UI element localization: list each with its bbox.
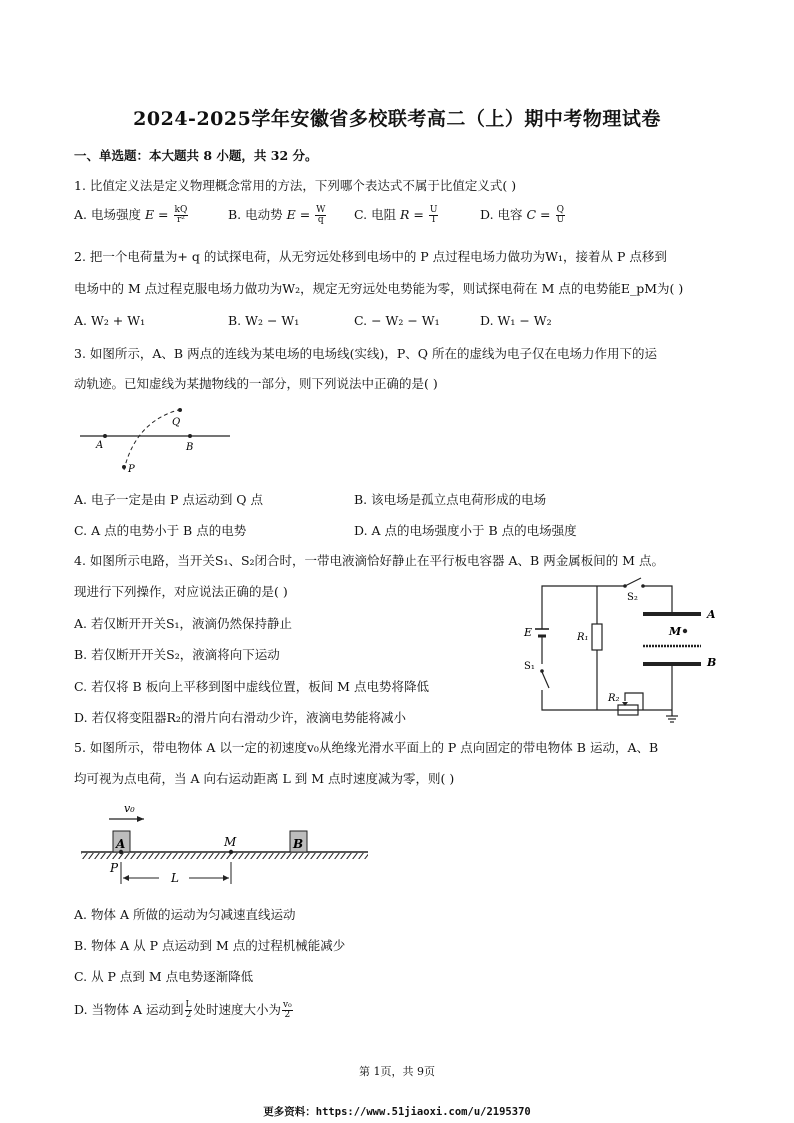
q4-circuit-figure (515, 574, 720, 726)
question-4-line-2: 现进行下列操作，对应说法正确的是( ) (74, 584, 288, 599)
label-plate-b: B (707, 656, 717, 669)
q5-option-a: A. 物体 A 所做的运动为匀减速直线运动 (74, 907, 296, 922)
label-r2: R₂ (608, 693, 620, 704)
q1-option-b: B. 电动势 E = $\frac{W}{q}$ (228, 205, 326, 225)
q3-option-a: A. 电子一定是由 P 点运动到 Q 点 (74, 492, 264, 507)
switch-s1-contact (540, 669, 544, 673)
point-q (178, 408, 182, 412)
q5-option-b: B. 物体 A 从 P 点运动到 M 点的过程机械能减少 (74, 938, 346, 953)
label-p: P (128, 464, 135, 475)
label-m: M (669, 625, 682, 638)
q4-option-d: D. 若仅将变阻器R₂的滑片向右滑动少许，液滴电势能将减小 (74, 710, 406, 725)
q5-option-c: C. 从 P 点到 M 点电势逐渐降低 (74, 969, 254, 984)
question-5-line-1: 5. 如图所示，带电物体 A 以一定的初速度v₀从绝缘光滑水平面上的 P 点向固定的带电物体 B 运动，A、B (74, 740, 659, 755)
label-b: B (186, 442, 194, 453)
label-v0: v₀ (124, 802, 135, 815)
label-l: L (171, 871, 179, 885)
label-e: E (524, 626, 533, 639)
switch-s2-contact-right (641, 584, 645, 588)
q2-option-a: A. W₂ + W₁ (74, 313, 146, 328)
q3-option-b: B. 该电场是孤立点电荷形成的电场 (354, 492, 547, 507)
dim-arrow-right (223, 875, 229, 881)
r2-slider-wire (625, 693, 643, 710)
wire-top-right (644, 586, 672, 614)
page-title: 2024-2025学年安徽省多校联考高二（上）期中考物理试卷 (133, 108, 661, 130)
label-a: A (96, 440, 104, 451)
label-m: M (224, 835, 237, 849)
q4-option-a: A. 若仅断开开关S₁，液滴仍然保持静止 (74, 616, 293, 631)
dim-arrow-left (123, 875, 129, 881)
q2-option-b: B. W₂ − W₁ (228, 313, 300, 328)
label-s2: S₂ (627, 592, 638, 603)
question-4-line-1: 4. 如图所示电路，当开关S₁、S₂闭合时，一带电液滴恰好静止在平行板电容器 A、B 两金属板间的 M 点。 (74, 553, 664, 568)
question-2-line-1: 2. 把一个电荷量为+ q 的试探电荷，从无穷远处移到电场中的 P 点过程电场力做功为W₁，接着从 P 点移到 (74, 249, 667, 264)
switch-s2-contact-left (623, 584, 627, 588)
plate-a (643, 612, 701, 616)
question-3-line-1: 3. 如图所示，A、B 两点的连线为某电场的电场线(实线)，P、Q 所在的虚线为电子仅在电场力作用下的运 (74, 346, 657, 361)
label-r1: R₁ (577, 632, 589, 643)
q2-option-d: D. W₁ − W₂ (480, 313, 552, 328)
q3-option-c: C. A 点的电势小于 B 点的电势 (74, 523, 247, 538)
plate-b (643, 662, 701, 666)
ground-hatching (81, 853, 368, 859)
q4-option-b: B. 若仅断开开关S₂，液滴将向下运动 (74, 647, 280, 662)
switch-s2-blade (625, 578, 641, 586)
wire-top-left (542, 586, 625, 629)
question-3-line-2: 动轨迹。已知虚线为某抛物线的一部分，则下列说法中正确的是( ) (74, 376, 438, 391)
label-b: B (293, 837, 304, 851)
question-2-line-2: 电场中的 M 点过程克服电场力做功为W₂，规定无穷远处电势能为零，则试探电荷在 M 点的电势能E_pM为( ) (74, 281, 684, 296)
switch-s1-blade (542, 672, 549, 688)
label-q: Q (172, 417, 181, 428)
point-b (188, 434, 192, 438)
point-m (229, 850, 233, 854)
question-1-stem: 1. 比值定义法是定义物理概念常用的方法，下列哪个表达式不属于比值定义式( ) (74, 178, 517, 193)
q1-option-c: C. 电阻 R = $\frac{U}{I}$ (354, 205, 438, 225)
q5-motion-figure (76, 796, 372, 888)
more-resources-link[interactable]: 更多资料：https://www.51jiaoxi.com/u/2195370 (263, 1106, 531, 1118)
question-5-line-2: 均可视为点电荷，当 A 向右运动距离 L 到 M 点时速度减为零，则( ) (74, 771, 455, 786)
q1-option-d: D. 电容 C = $\frac{Q}{U}$ (480, 205, 565, 225)
q5-option-d: D. 当物体 A 运动到 $\frac{L}{2}$ 处时速度大小为 $\frac{\text{v₀}}{2}$ (74, 1000, 292, 1020)
point-p (122, 465, 126, 469)
label-s1: S₁ (524, 661, 535, 672)
wire-bottom (542, 690, 672, 710)
q3-field-line-figure (74, 400, 244, 478)
label-plate-a: A (707, 608, 716, 621)
page-footer: 第 1页，共 9页 (359, 1065, 435, 1078)
q3-option-d: D. A 点的电场强度小于 B 点的电场强度 (354, 523, 577, 538)
resistor-r1 (592, 624, 602, 650)
q2-option-c: C. − W₂ − W₁ (354, 313, 440, 328)
section-heading: 一、单选题：本大题共 8 小题，共 32 分。 (74, 148, 318, 163)
label-p: P (110, 861, 119, 875)
label-a: A (116, 837, 126, 851)
velocity-arrowhead (137, 816, 144, 822)
q4-option-c: C. 若仅将 B 板向上平移到图中虚线位置，板间 M 点电势将降低 (74, 679, 429, 694)
droplet-m (683, 629, 687, 633)
q1-option-a: A. 电场强度 E = $\frac{kQ}{\text{r²}}$ (74, 205, 188, 225)
point-a (103, 434, 107, 438)
